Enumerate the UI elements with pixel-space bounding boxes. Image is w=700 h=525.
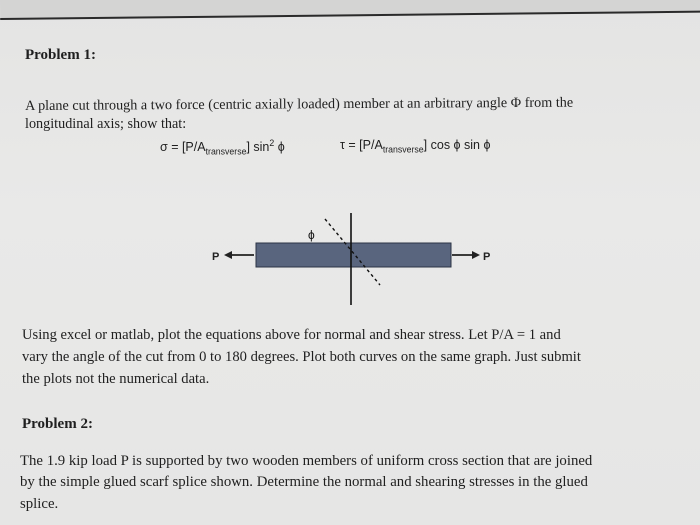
problem2-line3: splice. — [20, 496, 59, 512]
member-bar — [256, 243, 451, 267]
problem1-statement-line1: A plane cut through a two force (centric axially loaded) member at an arbitrary angle Φ from the — [25, 94, 574, 114]
sigma-equation: $\sigma = [P/A_{transverse}]$ $\sin^2 \phi$ — [160, 138, 285, 157]
problem2-line2: by the simple glued scarf splice shown. Determine the normal and shearing stresses in the glued — [20, 474, 588, 490]
right-force-label: P — [483, 251, 491, 263]
tau-equation: $\tau = [P/A_{transverse}]$ cos ϕ sin ϕ — [340, 138, 491, 155]
problem1-statement-line2: longitudinal axis; show that: — [25, 116, 187, 132]
problem1-task-line3: the plots not the numerical data. — [22, 371, 210, 387]
angle-label: ϕ — [308, 228, 315, 242]
problem1-task-line2: vary the angle of the cut from 0 to 180 degrees. Plot both curves on the same graph. Just submit — [22, 349, 581, 365]
left-arrowhead — [224, 251, 232, 259]
page-top-edge — [0, 0, 700, 20]
two-force-member-diagram — [190, 205, 510, 320]
problem2-line1: The 1.9 kip load P is supported by two wooden members of uniform cross section that are joined — [20, 453, 593, 469]
right-arrowhead — [472, 251, 480, 259]
left-force-label: P — [212, 251, 220, 263]
problem1-heading: Problem 1: — [25, 47, 96, 63]
problem1-task-line1: Using excel or matlab, plot the equations above for normal and shear stress. Let P/A = 1 and — [22, 327, 561, 343]
problem2-heading: Problem 2: — [22, 416, 93, 432]
